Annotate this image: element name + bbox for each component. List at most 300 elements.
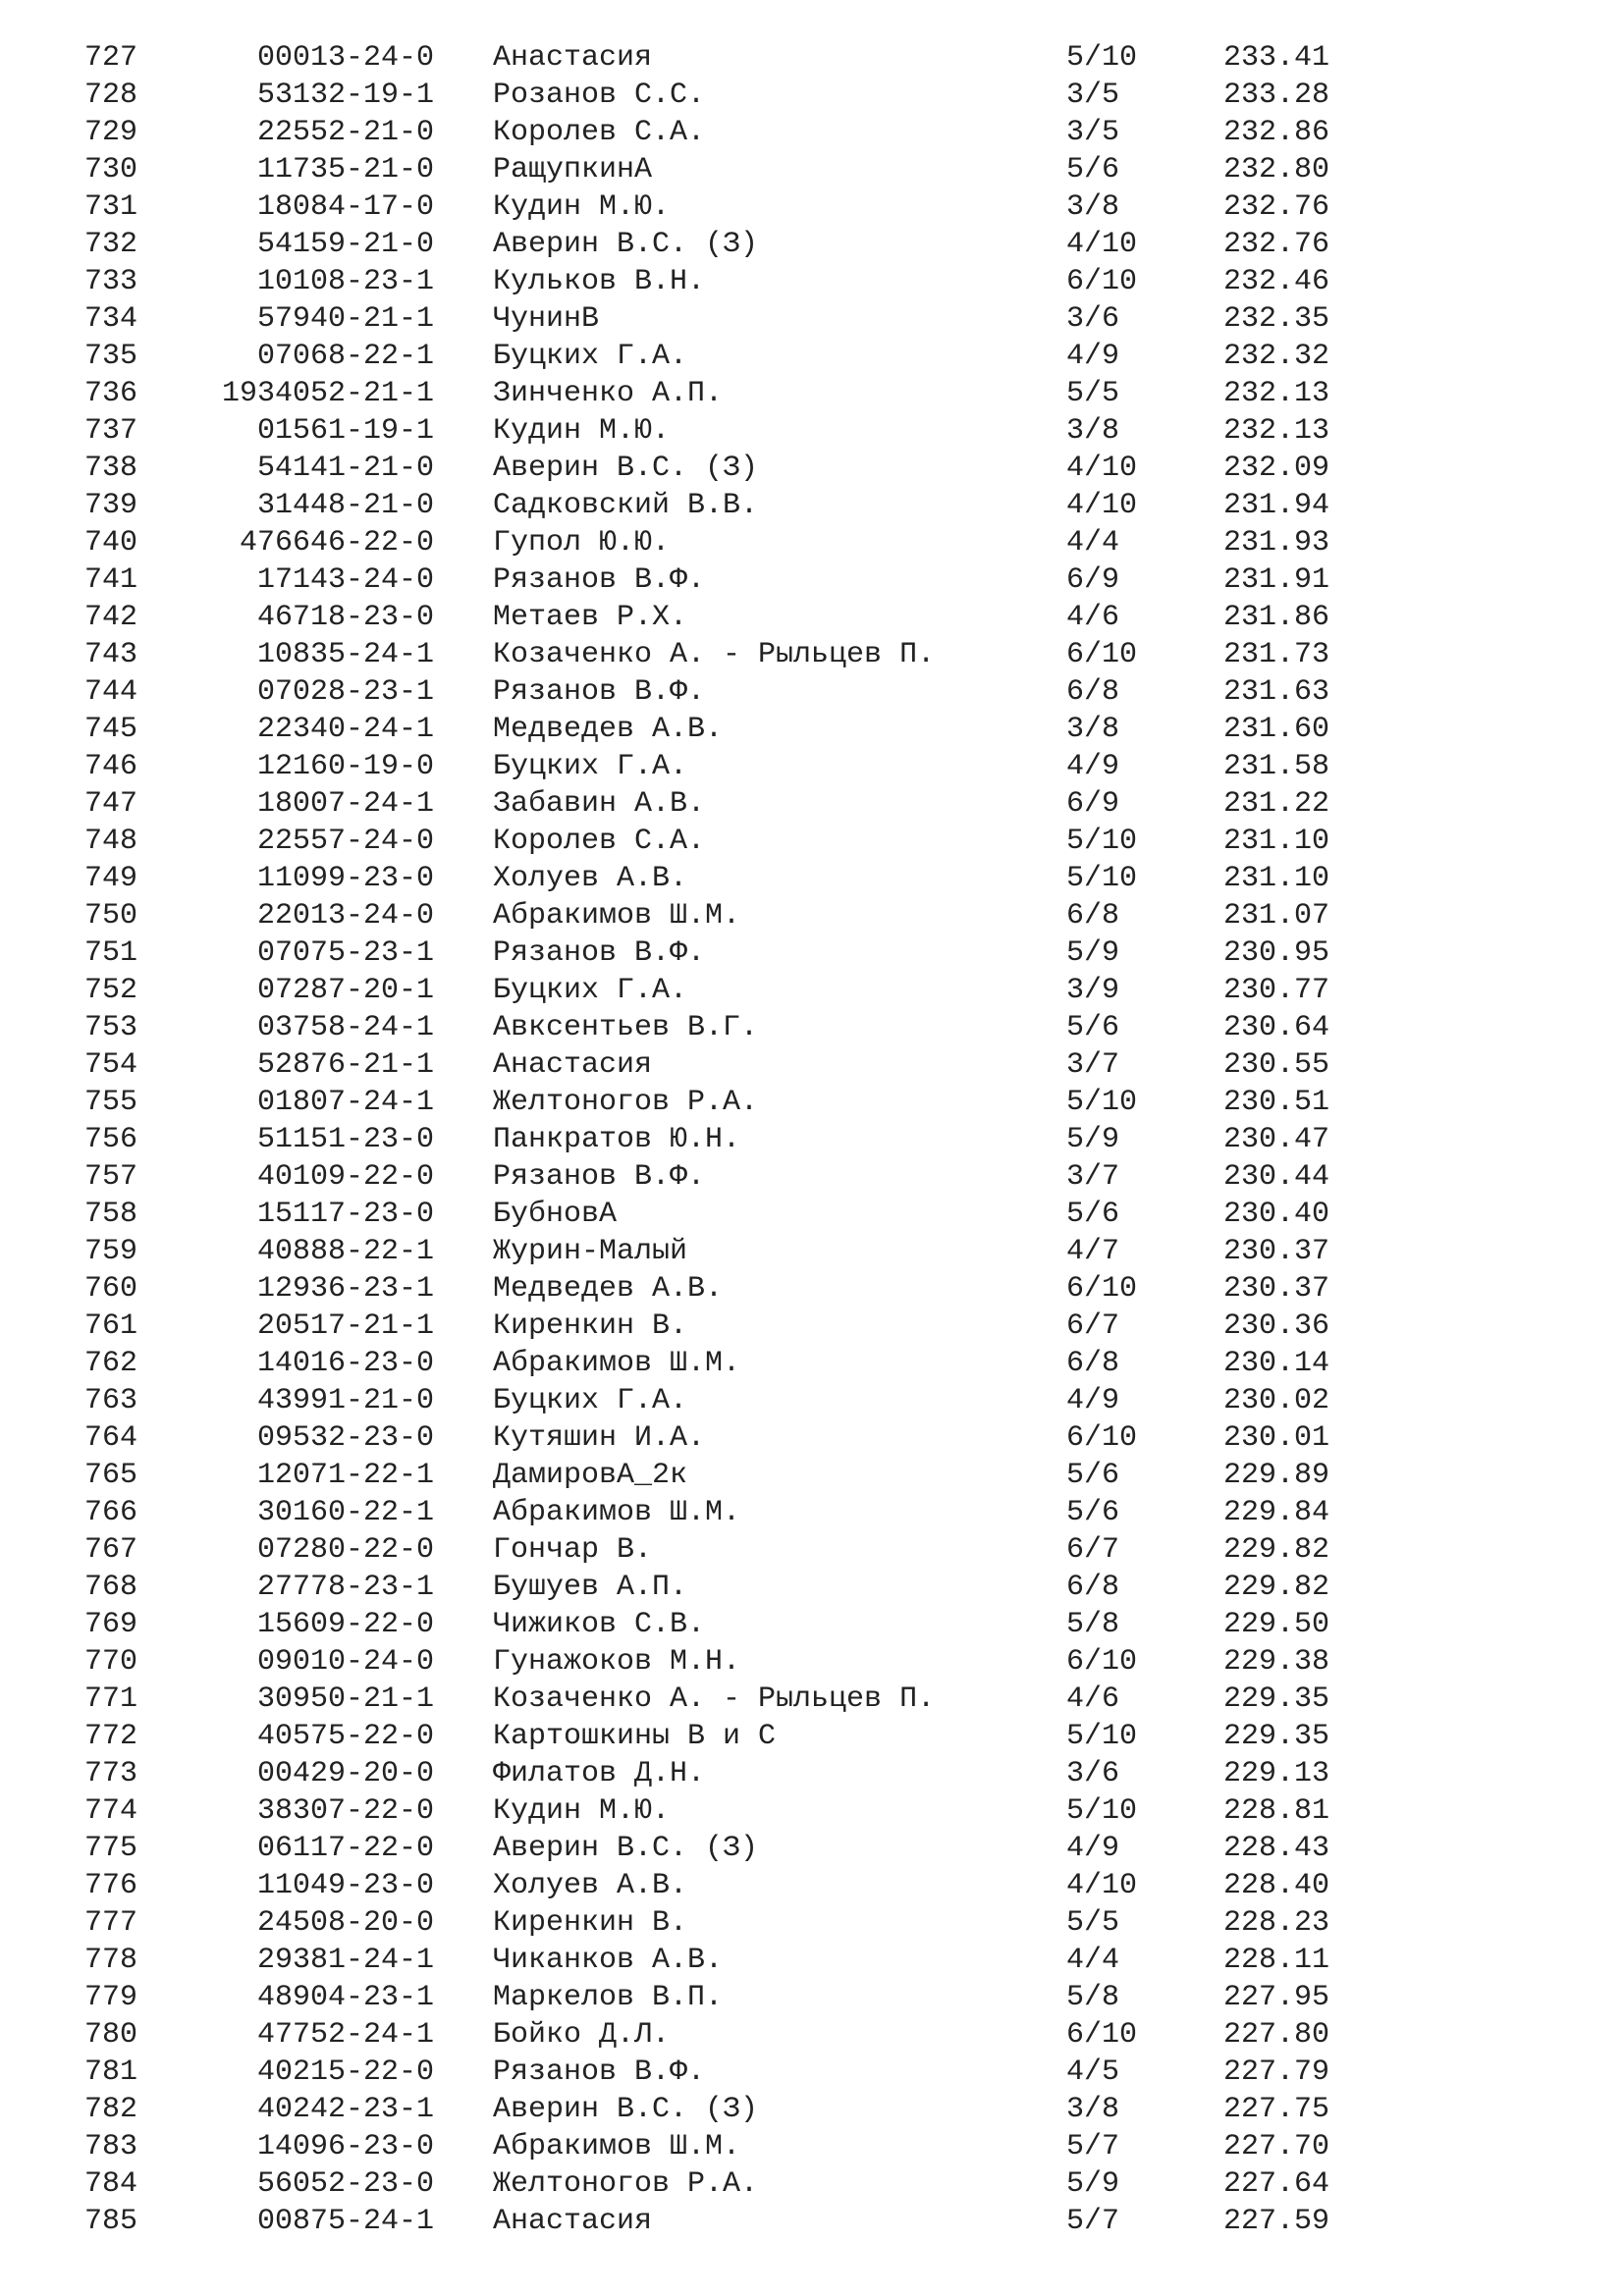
rating-value: 232.13 <box>1223 377 1330 410</box>
rating-value: 229.82 <box>1223 1571 1330 1604</box>
entry-id: 00429-20-0 <box>256 1757 434 1790</box>
rating-value: 232.76 <box>1223 190 1330 224</box>
row-number: 761 <box>83 1309 137 1343</box>
score-ratio: 4/9 <box>1066 1832 1120 1865</box>
entry-id: 00875-24-1 <box>256 2205 434 2238</box>
row-number: 771 <box>83 1682 137 1716</box>
row-number: 769 <box>83 1608 137 1641</box>
rating-value: 231.10 <box>1223 825 1330 858</box>
score-ratio: 5/7 <box>1066 2130 1120 2163</box>
participant-name: Чиканков А.В. <box>493 1944 724 1977</box>
entry-id: 00013-24-0 <box>256 41 434 75</box>
participant-name: Анастасия <box>493 41 653 75</box>
score-ratio: 3/8 <box>1066 414 1120 448</box>
row-number: 767 <box>83 1533 137 1567</box>
row-number: 735 <box>83 340 137 373</box>
score-ratio: 4/9 <box>1066 1384 1120 1417</box>
row-number: 729 <box>83 116 137 149</box>
score-ratio: 4/4 <box>1066 526 1120 560</box>
entry-id: 07068-22-1 <box>256 340 434 373</box>
score-ratio: 6/7 <box>1066 1309 1120 1343</box>
participant-name: Желтоногов Р.А. <box>493 1086 759 1119</box>
entry-id: 43991-21-0 <box>256 1384 434 1417</box>
table-row <box>0 1681 1624 1718</box>
row-number: 731 <box>83 190 137 224</box>
table-row <box>0 2203 1624 2240</box>
rating-value: 230.51 <box>1223 1086 1330 1119</box>
rating-value: 227.95 <box>1223 1981 1330 2014</box>
row-number: 781 <box>83 2056 137 2089</box>
table-row <box>0 263 1624 300</box>
participant-name: Бушуев А.П. <box>493 1571 688 1604</box>
row-number: 742 <box>83 601 137 634</box>
entry-id: 14016-23-0 <box>256 1347 434 1380</box>
row-number: 749 <box>83 862 137 895</box>
entry-id: 30950-21-1 <box>256 1682 434 1716</box>
table-row <box>0 300 1624 338</box>
entry-id: 38307-22-0 <box>256 1794 434 1828</box>
row-number: 757 <box>83 1160 137 1194</box>
table-row <box>0 524 1624 561</box>
table-row <box>0 1792 1624 1830</box>
participant-name: РащупкинА <box>493 153 653 187</box>
rating-value: 231.86 <box>1223 601 1330 634</box>
row-number: 772 <box>83 1720 137 1753</box>
score-ratio: 5/5 <box>1066 377 1120 410</box>
table-row <box>0 226 1624 263</box>
participant-name: Журин-Малый <box>493 1235 688 1268</box>
participant-name: Козаченко А. - Рыльцев П. <box>493 638 936 671</box>
entry-id: 07287-20-1 <box>256 974 434 1007</box>
row-number: 756 <box>83 1123 137 1156</box>
participant-name: Розанов С.С. <box>493 79 706 112</box>
table-row <box>0 1867 1624 1904</box>
entry-id: 11735-21-0 <box>256 153 434 187</box>
row-number: 760 <box>83 1272 137 1306</box>
entry-id: 20517-21-1 <box>256 1309 434 1343</box>
score-ratio: 5/9 <box>1066 1123 1120 1156</box>
row-number: 777 <box>83 1906 137 1940</box>
table-row <box>0 188 1624 226</box>
participant-name: Филатов Д.Н. <box>493 1757 706 1790</box>
entry-id: 09010-24-0 <box>256 1645 434 1679</box>
entry-id: 18084-17-0 <box>256 190 434 224</box>
results-list <box>0 39 1624 2240</box>
row-number: 750 <box>83 899 137 933</box>
table-row <box>0 673 1624 711</box>
table-row <box>0 450 1624 487</box>
participant-name: Гончар В. <box>493 1533 653 1567</box>
table-row <box>0 1904 1624 1942</box>
participant-name: Абракимов Ш.М. <box>493 2130 741 2163</box>
participant-name: Картошкины В и С <box>493 1720 777 1753</box>
row-number: 755 <box>83 1086 137 1119</box>
rating-value: 227.80 <box>1223 2018 1330 2052</box>
participant-name: Чижиков С.В. <box>493 1608 706 1641</box>
participant-name: Желтоногов Р.А. <box>493 2167 759 2201</box>
entry-id: 40215-22-0 <box>256 2056 434 2089</box>
entry-id: 22552-21-0 <box>256 116 434 149</box>
rating-value: 233.41 <box>1223 41 1330 75</box>
table-row <box>0 599 1624 636</box>
row-number: 762 <box>83 1347 137 1380</box>
score-ratio: 5/7 <box>1066 2205 1120 2238</box>
entry-id: 14096-23-0 <box>256 2130 434 2163</box>
row-number: 747 <box>83 787 137 821</box>
participant-name: ЧунинВ <box>493 302 600 336</box>
table-row <box>0 1569 1624 1606</box>
participant-name: Козаченко А. - Рыльцев П. <box>493 1682 936 1716</box>
score-ratio: 5/9 <box>1066 936 1120 970</box>
rating-value: 228.11 <box>1223 1944 1330 1977</box>
row-number: 782 <box>83 2093 137 2126</box>
rating-value: 230.01 <box>1223 1421 1330 1455</box>
row-number: 775 <box>83 1832 137 1865</box>
table-row <box>0 711 1624 748</box>
participant-name: Холуев А.В. <box>493 862 688 895</box>
entry-id: 10108-23-1 <box>256 265 434 298</box>
row-number: 732 <box>83 228 137 261</box>
score-ratio: 5/5 <box>1066 1906 1120 1940</box>
entry-id: 1934052-21-1 <box>221 377 434 410</box>
table-row <box>0 412 1624 450</box>
participant-name: Анастасия <box>493 1048 653 1082</box>
participant-name: Киренкин В. <box>493 1906 688 1940</box>
participant-name: Абракимов Ш.М. <box>493 1496 741 1529</box>
rating-value: 231.94 <box>1223 489 1330 522</box>
participant-name: Зинченко А.П. <box>493 377 724 410</box>
score-ratio: 6/9 <box>1066 563 1120 597</box>
score-ratio: 3/8 <box>1066 713 1120 746</box>
rating-value: 231.58 <box>1223 750 1330 783</box>
table-row <box>0 1308 1624 1345</box>
row-number: 766 <box>83 1496 137 1529</box>
rating-value: 228.81 <box>1223 1794 1330 1828</box>
rating-value: 230.37 <box>1223 1272 1330 1306</box>
participant-name: Буцких Г.А. <box>493 340 688 373</box>
rating-value: 232.46 <box>1223 265 1330 298</box>
score-ratio: 6/8 <box>1066 675 1120 709</box>
row-number: 741 <box>83 563 137 597</box>
score-ratio: 3/7 <box>1066 1048 1120 1082</box>
entry-id: 17143-24-0 <box>256 563 434 597</box>
row-number: 770 <box>83 1645 137 1679</box>
entry-id: 56052-23-0 <box>256 2167 434 2201</box>
entry-id: 22013-24-0 <box>256 899 434 933</box>
score-ratio: 5/10 <box>1066 1086 1138 1119</box>
rating-value: 233.28 <box>1223 79 1330 112</box>
entry-id: 40575-22-0 <box>256 1720 434 1753</box>
participant-name: Садковский В.В. <box>493 489 759 522</box>
table-row <box>0 338 1624 375</box>
rating-value: 232.09 <box>1223 452 1330 485</box>
table-row <box>0 2091 1624 2128</box>
participant-name: Королев С.А. <box>493 825 706 858</box>
rating-value: 231.60 <box>1223 713 1330 746</box>
rating-value: 230.77 <box>1223 974 1330 1007</box>
entry-id: 10835-24-1 <box>256 638 434 671</box>
table-row <box>0 1531 1624 1569</box>
rating-value: 229.13 <box>1223 1757 1330 1790</box>
entry-id: 54159-21-0 <box>256 228 434 261</box>
score-ratio: 4/10 <box>1066 228 1138 261</box>
participant-name: Кульков В.Н. <box>493 265 706 298</box>
entry-id: 12936-23-1 <box>256 1272 434 1306</box>
rating-value: 227.59 <box>1223 2205 1330 2238</box>
entry-id: 30160-22-1 <box>256 1496 434 1529</box>
rating-value: 228.40 <box>1223 1869 1330 1902</box>
participant-name: Медведев А.В. <box>493 713 724 746</box>
entry-id: 09532-23-0 <box>256 1421 434 1455</box>
table-row <box>0 897 1624 934</box>
row-number: 739 <box>83 489 137 522</box>
participant-name: Рязанов В.Ф. <box>493 675 706 709</box>
table-row <box>0 375 1624 412</box>
row-number: 780 <box>83 2018 137 2052</box>
row-number: 774 <box>83 1794 137 1828</box>
score-ratio: 6/8 <box>1066 1347 1120 1380</box>
score-ratio: 6/8 <box>1066 1571 1120 1604</box>
score-ratio: 5/10 <box>1066 1794 1138 1828</box>
score-ratio: 5/9 <box>1066 2167 1120 2201</box>
rating-value: 227.75 <box>1223 2093 1330 2126</box>
score-ratio: 6/9 <box>1066 787 1120 821</box>
entry-id: 40888-22-1 <box>256 1235 434 1268</box>
participant-name: Рязанов В.Ф. <box>493 563 706 597</box>
entry-id: 01807-24-1 <box>256 1086 434 1119</box>
rating-value: 232.35 <box>1223 302 1330 336</box>
row-number: 738 <box>83 452 137 485</box>
score-ratio: 6/10 <box>1066 1421 1138 1455</box>
entry-id: 48904-23-1 <box>256 1981 434 2014</box>
row-number: 748 <box>83 825 137 858</box>
rating-value: 230.37 <box>1223 1235 1330 1268</box>
row-number: 783 <box>83 2130 137 2163</box>
rating-value: 228.43 <box>1223 1832 1330 1865</box>
table-row <box>0 2128 1624 2165</box>
rating-value: 229.82 <box>1223 1533 1330 1567</box>
table-row <box>0 77 1624 114</box>
score-ratio: 5/8 <box>1066 1981 1120 2014</box>
row-number: 733 <box>83 265 137 298</box>
score-ratio: 5/6 <box>1066 1198 1120 1231</box>
participant-name: Кутяшин И.А. <box>493 1421 706 1455</box>
entry-id: 27778-23-1 <box>256 1571 434 1604</box>
score-ratio: 5/6 <box>1066 1496 1120 1529</box>
entry-id: 51151-23-0 <box>256 1123 434 1156</box>
rating-value: 230.40 <box>1223 1198 1330 1231</box>
table-row <box>0 1606 1624 1643</box>
participant-name: Буцких Г.А. <box>493 750 688 783</box>
table-row <box>0 487 1624 524</box>
rating-value: 227.70 <box>1223 2130 1330 2163</box>
rating-value: 228.23 <box>1223 1906 1330 1940</box>
table-row <box>0 2165 1624 2203</box>
score-ratio: 4/10 <box>1066 452 1138 485</box>
entry-id: 12160-19-0 <box>256 750 434 783</box>
entry-id: 06117-22-0 <box>256 1832 434 1865</box>
row-number: 734 <box>83 302 137 336</box>
row-number: 764 <box>83 1421 137 1455</box>
entry-id: 11049-23-0 <box>256 1869 434 1902</box>
score-ratio: 4/6 <box>1066 601 1120 634</box>
rating-value: 229.50 <box>1223 1608 1330 1641</box>
score-ratio: 4/7 <box>1066 1235 1120 1268</box>
entry-id: 22557-24-0 <box>256 825 434 858</box>
entry-id: 12071-22-1 <box>256 1459 434 1492</box>
row-number: 727 <box>83 41 137 75</box>
participant-name: Киренкин В. <box>493 1309 688 1343</box>
rating-value: 229.89 <box>1223 1459 1330 1492</box>
row-number: 784 <box>83 2167 137 2201</box>
table-row <box>0 2016 1624 2054</box>
score-ratio: 4/4 <box>1066 1944 1120 1977</box>
participant-name: Бойко Д.Л. <box>493 2018 671 2052</box>
score-ratio: 5/10 <box>1066 41 1138 75</box>
table-row <box>0 1942 1624 1979</box>
participant-name: Рязанов В.Ф. <box>493 2056 706 2089</box>
entry-id: 24508-20-0 <box>256 1906 434 1940</box>
row-number: 773 <box>83 1757 137 1790</box>
entry-id: 07028-23-1 <box>256 675 434 709</box>
row-number: 737 <box>83 414 137 448</box>
score-ratio: 6/8 <box>1066 899 1120 933</box>
score-ratio: 4/6 <box>1066 1682 1120 1716</box>
table-row <box>0 636 1624 673</box>
entry-id: 46718-23-0 <box>256 601 434 634</box>
score-ratio: 5/6 <box>1066 153 1120 187</box>
entry-id: 15117-23-0 <box>256 1198 434 1231</box>
entry-id: 40242-23-1 <box>256 2093 434 2126</box>
table-row <box>0 1009 1624 1046</box>
participant-name: Абракимов Ш.М. <box>493 899 741 933</box>
table-row <box>0 1121 1624 1158</box>
entry-id: 31448-21-0 <box>256 489 434 522</box>
row-number: 765 <box>83 1459 137 1492</box>
entry-id: 11099-23-0 <box>256 862 434 895</box>
participant-name: БубновА <box>493 1198 618 1231</box>
rating-value: 231.10 <box>1223 862 1330 895</box>
table-row <box>0 748 1624 785</box>
table-row <box>0 785 1624 823</box>
entry-id: 57940-21-1 <box>256 302 434 336</box>
table-row <box>0 39 1624 77</box>
score-ratio: 6/10 <box>1066 1645 1138 1679</box>
rating-value: 229.35 <box>1223 1720 1330 1753</box>
rating-value: 231.93 <box>1223 526 1330 560</box>
participant-name: Кудин М.Ю. <box>493 414 671 448</box>
score-ratio: 5/6 <box>1066 1459 1120 1492</box>
participant-name: Панкратов Ю.Н. <box>493 1123 741 1156</box>
score-ratio: 3/8 <box>1066 190 1120 224</box>
row-number: 779 <box>83 1981 137 2014</box>
score-ratio: 4/5 <box>1066 2056 1120 2089</box>
row-number: 746 <box>83 750 137 783</box>
rating-value: 230.95 <box>1223 936 1330 970</box>
table-row <box>0 860 1624 897</box>
table-row <box>0 823 1624 860</box>
row-number: 778 <box>83 1944 137 1977</box>
score-ratio: 4/9 <box>1066 750 1120 783</box>
rating-value: 229.35 <box>1223 1682 1330 1716</box>
table-row <box>0 1382 1624 1419</box>
row-number: 740 <box>83 526 137 560</box>
score-ratio: 4/10 <box>1066 1869 1138 1902</box>
participant-name: Медведев А.В. <box>493 1272 724 1306</box>
score-ratio: 3/6 <box>1066 1757 1120 1790</box>
score-ratio: 5/10 <box>1066 1720 1138 1753</box>
participant-name: Аверин В.С. (З) <box>493 1832 759 1865</box>
score-ratio: 5/10 <box>1066 862 1138 895</box>
row-number: 744 <box>83 675 137 709</box>
score-ratio: 5/10 <box>1066 825 1138 858</box>
entry-id: 53132-19-1 <box>256 79 434 112</box>
entry-id: 15609-22-0 <box>256 1608 434 1641</box>
table-row <box>0 114 1624 151</box>
table-row <box>0 1718 1624 1755</box>
participant-name: Холуев А.В. <box>493 1869 688 1902</box>
score-ratio: 4/10 <box>1066 489 1138 522</box>
table-row <box>0 972 1624 1009</box>
row-number: 768 <box>83 1571 137 1604</box>
rating-value: 229.38 <box>1223 1645 1330 1679</box>
table-row <box>0 1345 1624 1382</box>
rating-value: 230.64 <box>1223 1011 1330 1044</box>
table-row <box>0 1046 1624 1084</box>
entry-id: 40109-22-0 <box>256 1160 434 1194</box>
rating-value: 231.22 <box>1223 787 1330 821</box>
score-ratio: 6/10 <box>1066 2018 1138 2052</box>
row-number: 759 <box>83 1235 137 1268</box>
score-ratio: 3/9 <box>1066 974 1120 1007</box>
entry-id: 54141-21-0 <box>256 452 434 485</box>
table-row <box>0 1158 1624 1196</box>
score-ratio: 3/7 <box>1066 1160 1120 1194</box>
rating-value: 227.64 <box>1223 2167 1330 2201</box>
table-row <box>0 1643 1624 1681</box>
rating-value: 232.86 <box>1223 116 1330 149</box>
participant-name: Абракимов Ш.М. <box>493 1347 741 1380</box>
score-ratio: 4/9 <box>1066 340 1120 373</box>
participant-name: Рязанов В.Ф. <box>493 1160 706 1194</box>
table-row <box>0 1196 1624 1233</box>
entry-id: 47752-24-1 <box>256 2018 434 2052</box>
participant-name: Рязанов В.Ф. <box>493 936 706 970</box>
entry-id: 01561-19-1 <box>256 414 434 448</box>
score-ratio: 3/5 <box>1066 116 1120 149</box>
rating-value: 232.76 <box>1223 228 1330 261</box>
participant-name: Кудин М.Ю. <box>493 190 671 224</box>
rating-value: 232.13 <box>1223 414 1330 448</box>
row-number: 776 <box>83 1869 137 1902</box>
row-number: 785 <box>83 2205 137 2238</box>
entry-id: 18007-24-1 <box>256 787 434 821</box>
row-number: 751 <box>83 936 137 970</box>
rating-value: 232.32 <box>1223 340 1330 373</box>
score-ratio: 6/10 <box>1066 265 1138 298</box>
score-ratio: 5/8 <box>1066 1608 1120 1641</box>
score-ratio: 6/7 <box>1066 1533 1120 1567</box>
participant-name: Королев С.А. <box>493 116 706 149</box>
participant-name: ДамировА_2к <box>493 1459 688 1492</box>
table-row <box>0 1084 1624 1121</box>
row-number: 758 <box>83 1198 137 1231</box>
table-row <box>0 1830 1624 1867</box>
entry-id: 07075-23-1 <box>256 936 434 970</box>
rating-value: 231.73 <box>1223 638 1330 671</box>
participant-name: Буцких Г.А. <box>493 974 688 1007</box>
score-ratio: 6/10 <box>1066 1272 1138 1306</box>
